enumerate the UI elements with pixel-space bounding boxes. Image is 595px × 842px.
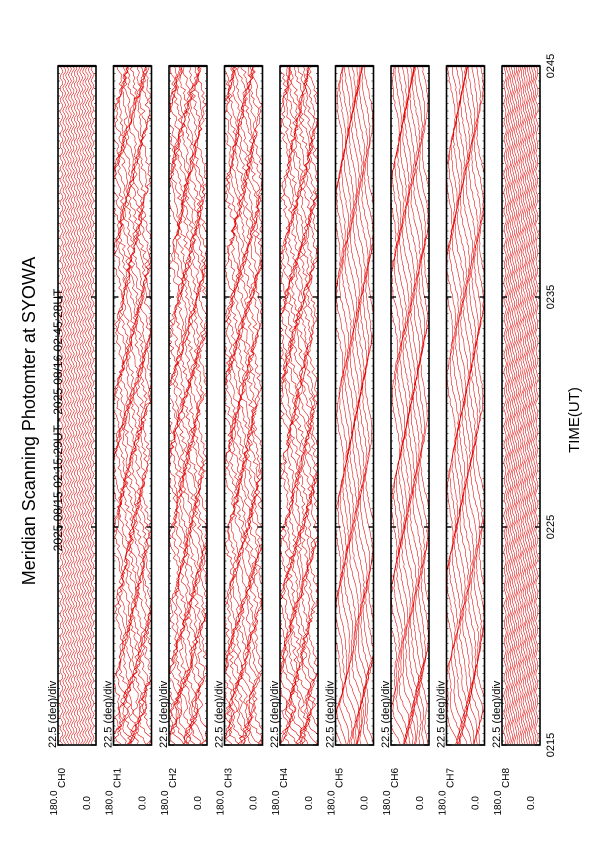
y-bottom-label-group <box>415 796 426 810</box>
panel-traces <box>389 66 432 744</box>
y-top-label: 180.0 <box>215 790 227 816</box>
scale-label: 22.5 (deg)/div <box>47 680 59 748</box>
channel-label: CH5 <box>334 767 346 789</box>
y-bottom-label-group <box>193 796 204 810</box>
x-tick-label: 0235 <box>545 284 557 310</box>
scale-label: 22.5 (deg)/div <box>158 680 170 748</box>
y-top-label: 180.0 <box>493 790 504 816</box>
scale-label-group <box>380 680 392 748</box>
scale-label: 22.5 (deg)/div <box>435 680 448 748</box>
y-top-label: 180.0 <box>271 790 282 816</box>
x-tick-label: 0245 <box>545 53 557 79</box>
channel-label: CH6 <box>390 767 401 789</box>
y-top-label-group <box>160 790 171 815</box>
scale-label: 22.5 (deg)/div <box>324 680 337 748</box>
channel-label-group <box>224 768 235 788</box>
trace-line <box>516 66 519 744</box>
trace-line <box>193 66 208 744</box>
channel-label-group <box>113 768 124 788</box>
y-bottom-label: 0.0 <box>248 796 260 810</box>
y-bottom-label-group <box>526 796 537 810</box>
x-axis-title-group <box>566 387 583 453</box>
y-top-label: 180.0 <box>160 790 171 816</box>
x-ticks-layer <box>545 54 557 757</box>
scale-label-group <box>436 680 448 748</box>
channel-label: CH3 <box>223 767 235 789</box>
scale-label-group <box>269 680 281 748</box>
scale-label: 22.5 (deg)/div <box>213 680 226 748</box>
channel-label-group <box>57 768 68 788</box>
trace-line <box>510 66 513 744</box>
channel-label-group <box>501 768 512 788</box>
y-bottom-label: 0.0 <box>359 796 371 810</box>
channel-label-group <box>168 768 179 788</box>
y-bottom-label: 0.0 <box>526 796 537 810</box>
x-tick-label-group <box>545 285 557 309</box>
panel-traces <box>333 66 376 744</box>
trace-line <box>74 66 77 744</box>
y-bottom-label: 0.0 <box>82 796 93 810</box>
y-top-label: 180.0 <box>326 790 338 816</box>
channel-label-group <box>335 768 346 788</box>
trace-line <box>85 66 88 744</box>
y-bottom-label: 0.0 <box>137 796 149 810</box>
trace-line <box>341 66 352 744</box>
trace-line <box>233 66 248 744</box>
x-tick-label: 0215 <box>545 732 557 758</box>
scale-label-group <box>158 680 170 748</box>
y-top-label-group <box>493 790 504 815</box>
scale-label: 22.5 (deg)/div <box>380 680 392 748</box>
panel-ch6 <box>380 66 431 816</box>
scale-label-group <box>325 680 337 748</box>
panel-ch1 <box>103 66 156 816</box>
panel-ch2 <box>158 66 210 816</box>
channel-label-group <box>390 768 401 788</box>
x-tick-label-group <box>545 733 557 757</box>
y-top-label-group <box>327 790 338 815</box>
panel-ch8 <box>491 66 540 816</box>
y-top-label: 180.0 <box>49 790 60 816</box>
trace-line <box>183 66 198 744</box>
trace-line <box>333 66 344 744</box>
panel-ch7 <box>436 66 487 816</box>
channel-label: CH4 <box>279 767 290 789</box>
panels-layer <box>47 66 540 816</box>
channel-label-group <box>279 768 290 788</box>
panel-ch4 <box>269 66 323 816</box>
panel-traces <box>109 66 155 744</box>
trace-line <box>536 66 539 744</box>
trace-line <box>141 66 156 744</box>
y-bottom-label-group <box>138 796 149 810</box>
trace-line <box>506 66 509 744</box>
panel-traces <box>164 66 210 744</box>
trace-line <box>189 66 206 744</box>
channel-label-group <box>446 768 457 788</box>
x-axis-title: TIME(UT) <box>566 387 583 453</box>
y-bottom-label: 0.0 <box>415 796 426 810</box>
y-bottom-label-group <box>249 796 260 810</box>
trace-line <box>110 66 124 744</box>
time-range-label: 2025 08/15 02:15:29UT - 2025 08/16 02:45:28UT <box>51 288 65 552</box>
scale-label-group <box>491 680 503 748</box>
trace-line <box>394 66 408 744</box>
y-bottom-label-group <box>471 796 482 810</box>
y-top-label-group <box>105 790 116 815</box>
y-bottom-label-group <box>82 796 93 810</box>
channel-label: CH7 <box>445 767 457 789</box>
y-bottom-label-group <box>360 796 371 810</box>
panel-ch5 <box>325 66 376 816</box>
y-top-label-group <box>49 790 60 815</box>
trace-line <box>77 66 80 744</box>
trace-line <box>238 66 254 744</box>
x-tick-label-group <box>545 515 557 539</box>
y-bottom-label: 0.0 <box>193 796 204 810</box>
chart-title: Meridian Scanning Photomter at SYOWA <box>19 256 39 586</box>
panel-traces <box>444 66 487 744</box>
y-top-label-group <box>271 790 282 815</box>
y-top-label: 180.0 <box>382 790 393 816</box>
panel-traces <box>219 66 266 744</box>
panel-ch3 <box>214 66 267 816</box>
trace-line <box>447 66 461 744</box>
y-bottom-label: 0.0 <box>470 796 482 810</box>
y-bottom-label: 0.0 <box>304 796 315 810</box>
channel-label: CH1 <box>112 767 124 789</box>
scale-label-group <box>103 680 115 748</box>
panel-traces <box>504 66 539 744</box>
scale-label: 22.5 (deg)/div <box>491 680 503 748</box>
y-top-label: 180.0 <box>104 790 116 816</box>
scale-label-group <box>47 680 59 748</box>
x-tick-label-group <box>545 54 557 78</box>
y-bottom-label-group <box>304 796 315 810</box>
y-top-label-group <box>438 790 449 815</box>
chart-title-group <box>19 257 39 585</box>
trace-line <box>91 66 94 744</box>
channel-label: CH2 <box>168 767 179 789</box>
scale-label: 22.5 (deg)/div <box>269 680 281 748</box>
y-top-label-group <box>216 790 227 815</box>
y-top-label-group <box>382 790 393 815</box>
trace-line <box>239 66 256 744</box>
scale-label: 22.5 (deg)/div <box>102 680 115 748</box>
channel-label: CH0 <box>57 767 68 789</box>
x-tick-label: 0225 <box>545 514 557 540</box>
scale-label-group <box>214 680 226 748</box>
channel-label: CH8 <box>501 767 512 789</box>
trace-line <box>252 66 267 744</box>
y-top-label: 180.0 <box>437 790 449 816</box>
panel-traces <box>276 66 323 744</box>
